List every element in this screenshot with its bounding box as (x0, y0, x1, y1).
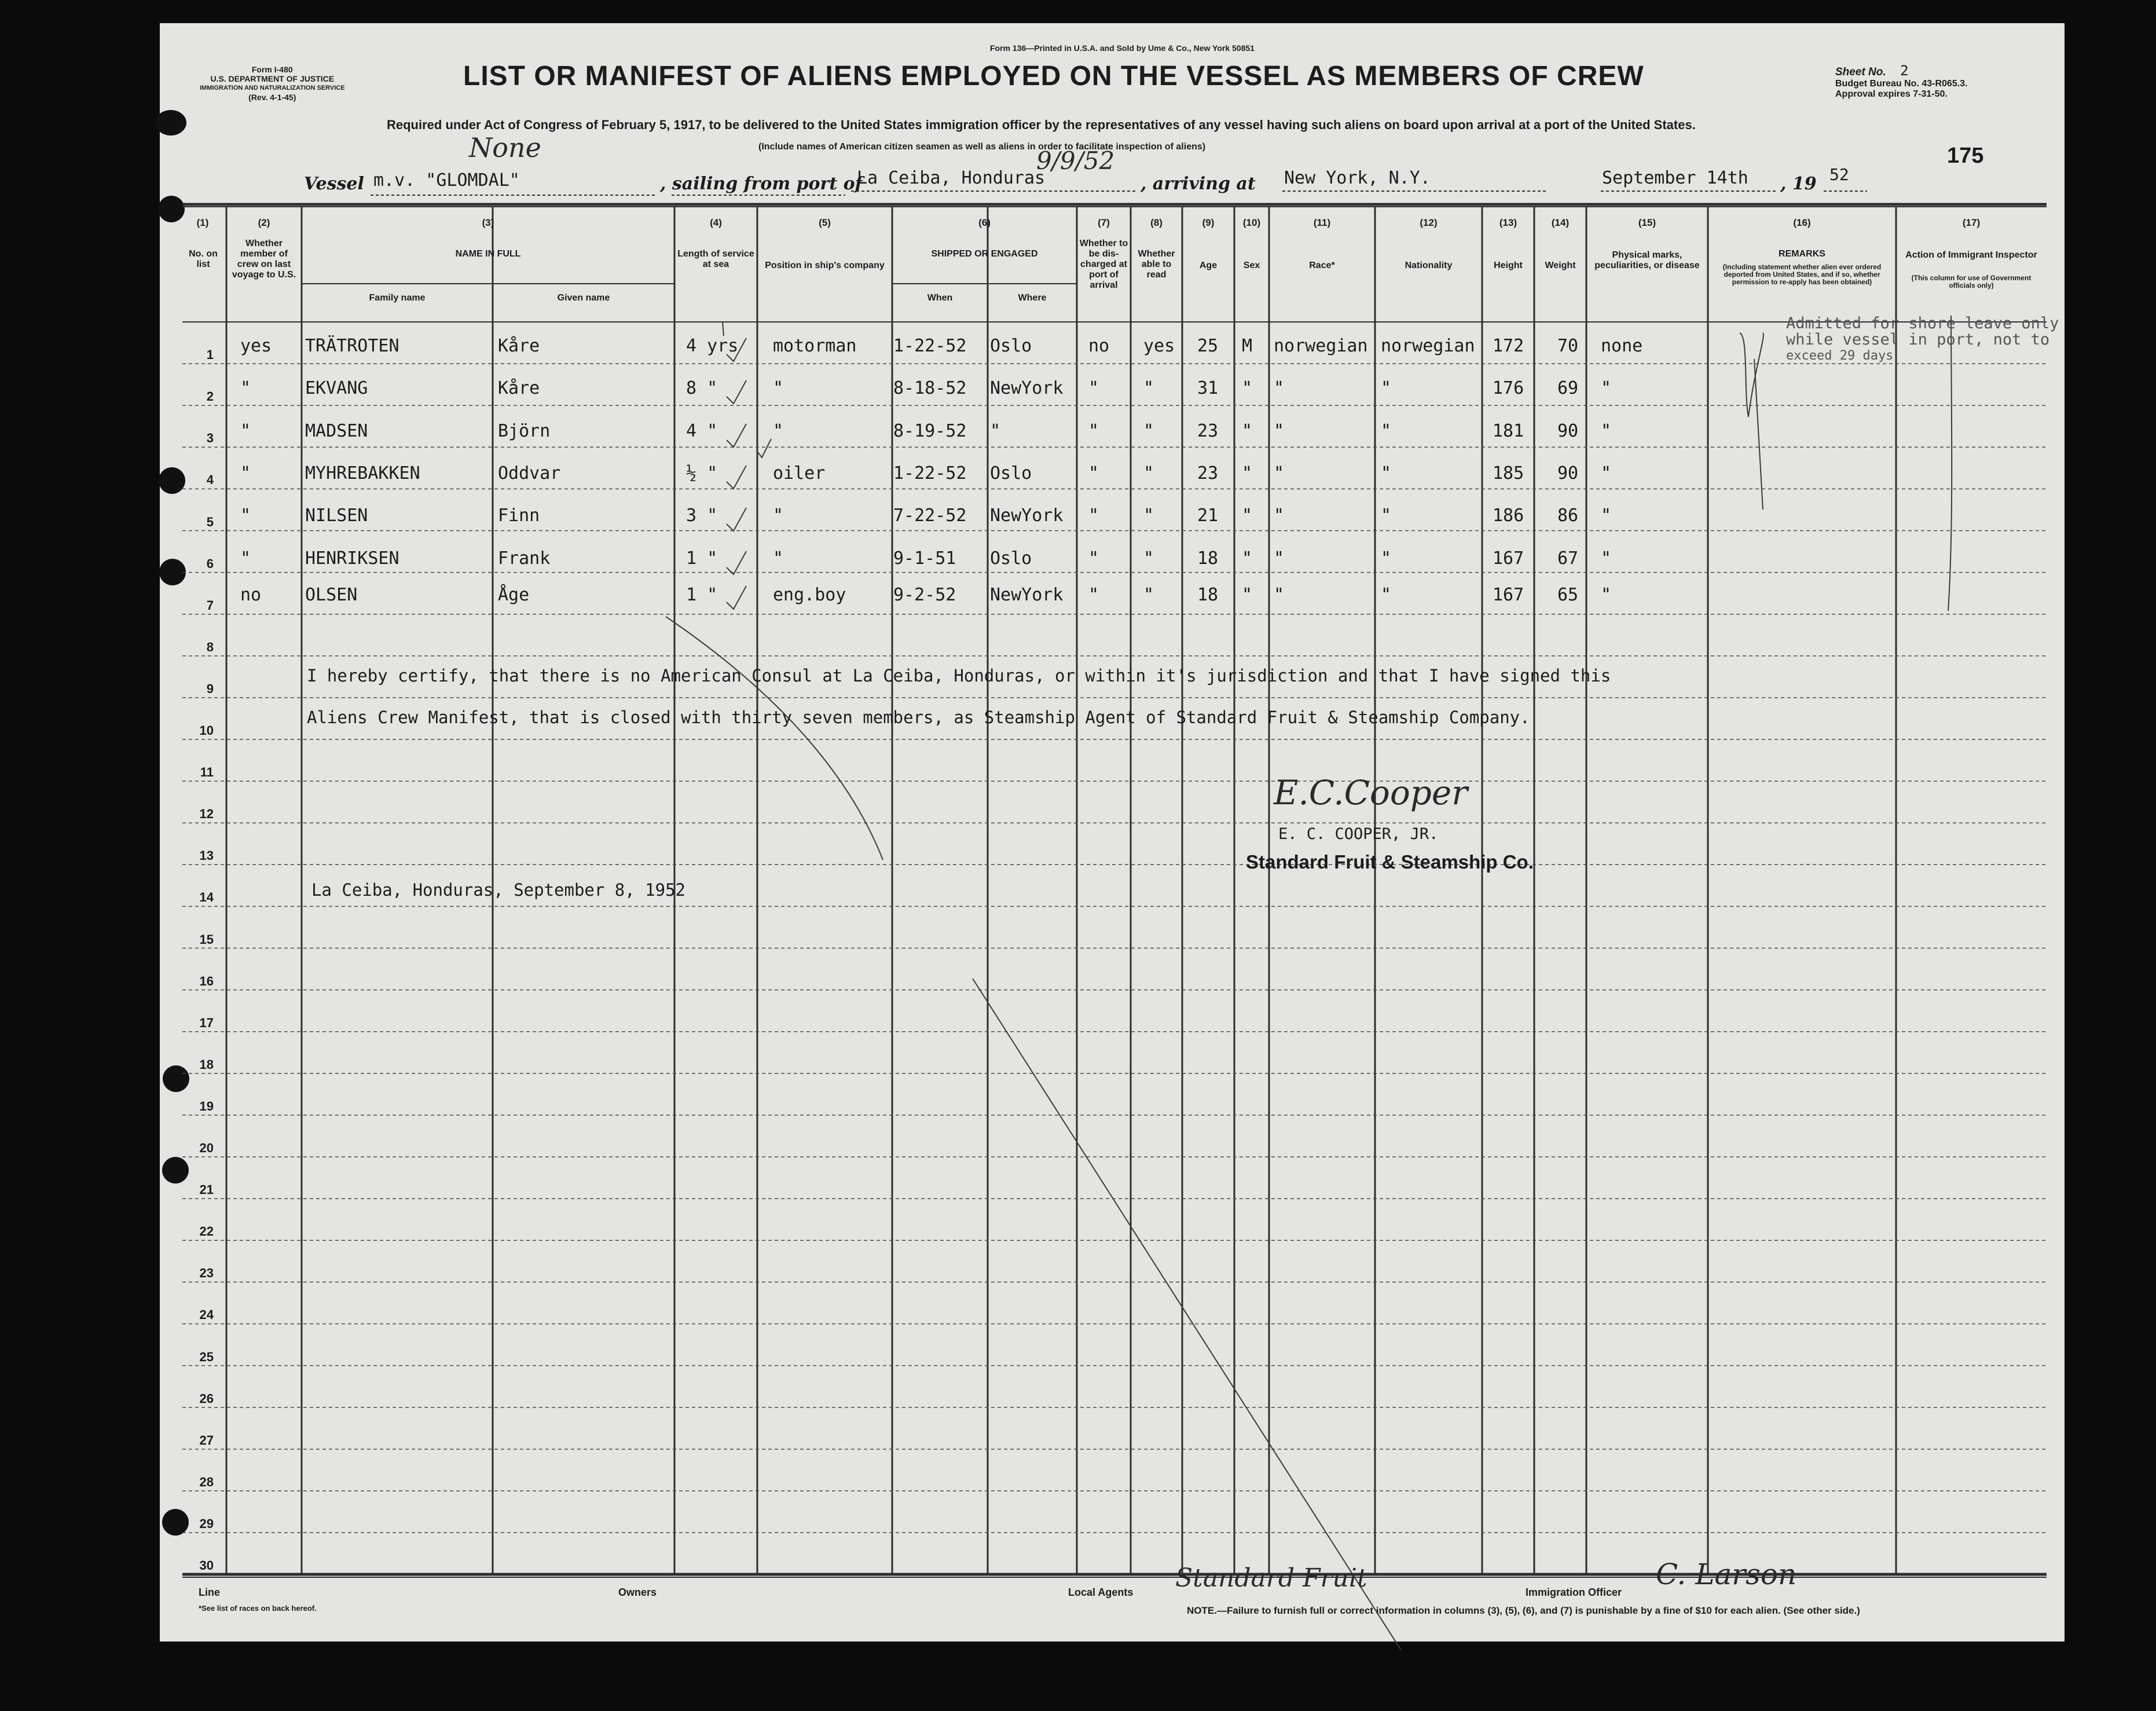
footer-officer-label: Immigration Officer (1526, 1587, 1622, 1598)
row-number: 17 (199, 1015, 214, 1030)
handwritten-date: 9/9/52 (1036, 146, 1115, 175)
cell-where-engaged: Oslo (990, 548, 1032, 569)
cell-given-name: Frank (498, 548, 551, 569)
cell-nationality: " (1381, 585, 1392, 605)
cell-sex: " (1242, 421, 1253, 441)
cell-family-name: MYHREBAKKEN (305, 463, 420, 483)
cell-height: 167 (1493, 585, 1524, 605)
cell-physical-marks: " (1601, 463, 1612, 483)
cell-discharge: " (1088, 505, 1099, 526)
cell-physical-marks: none (1601, 336, 1643, 356)
handwritten-none: None (469, 132, 541, 163)
cell-able-read: " (1143, 378, 1154, 398)
row-number: 6 (206, 556, 214, 571)
footer-line-label: Line (199, 1587, 221, 1598)
row-number: 8 (206, 639, 214, 654)
cell-position: " (773, 378, 784, 398)
header-race: Race* (1309, 261, 1335, 270)
cell-given-name: Kåre (498, 378, 540, 398)
cell-age: 18 (1197, 585, 1219, 605)
cell-length-service: ½ " (686, 463, 718, 483)
header-where: Where (1018, 293, 1047, 303)
vessel-name: m.v. "GLOMDAL" (373, 170, 520, 190)
header-physical-marks: Physical marks, peculiarities, or disease (1594, 250, 1700, 270)
cell-length-service: 8 " (686, 378, 718, 398)
cell-family-name: NILSEN (305, 505, 368, 526)
row-number: 27 (199, 1432, 214, 1448)
cell-nationality: " (1381, 505, 1392, 526)
cell-discharge: " (1088, 463, 1099, 483)
cell-length-service: 4 " (686, 421, 718, 441)
cell-given-name: Finn (498, 505, 540, 526)
cell-where-engaged: " (990, 421, 1001, 441)
col-num-11: (11) (1313, 217, 1331, 228)
col-num-10: (10) (1242, 217, 1261, 228)
cell-length-service: 1 " (686, 548, 718, 569)
cell-weight: 69 (1557, 378, 1579, 398)
col-num-7: (7) (1098, 217, 1110, 228)
stamp-line-3: exceed 29 days (1786, 349, 1894, 363)
cell-weight: 90 (1557, 463, 1579, 483)
department: U.S. DEPARTMENT OF JUSTICE (210, 74, 335, 83)
cell-race: " (1274, 548, 1285, 569)
cell-height: 185 (1493, 463, 1524, 483)
stamp-line-2: while vessel in port, not to (1786, 331, 2050, 349)
cell-position: " (773, 421, 784, 441)
revision: (Rev. 4-1-45) (248, 93, 296, 102)
row-number: 4 (206, 472, 214, 488)
col-num-9: (9) (1202, 217, 1215, 228)
cell-nationality: " (1381, 421, 1392, 441)
header-able-to-read: Whether able to read (1138, 249, 1175, 280)
row-number: 7 (206, 598, 214, 613)
row-number: 30 (199, 1558, 214, 1573)
col-num-16: (16) (1793, 217, 1811, 228)
cell-when-engaged: 9-2-52 (893, 585, 956, 605)
requirement-text: Required under Act of Congress of February 5, 1917, to be delivered to the United States immigration officer by the representatives of any vessel having such aliens on board upon arrival at a port of the United States. (387, 118, 1696, 132)
cell-height: 167 (1493, 548, 1524, 569)
cell-physical-marks: " (1601, 421, 1612, 441)
cell-sex: " (1242, 463, 1253, 483)
cell-family-name: MADSEN (305, 421, 368, 441)
cell-race: " (1274, 378, 1285, 398)
cell-age: 23 (1197, 421, 1219, 441)
row-number: 5 (206, 514, 214, 529)
cell-last-voyage: " (240, 378, 251, 398)
cell-last-voyage: yes (240, 336, 272, 356)
cell-age: 18 (1197, 548, 1219, 569)
cell-last-voyage: " (240, 548, 251, 569)
col-num-8: (8) (1150, 217, 1163, 228)
sheet-label: Sheet No. (1835, 66, 1886, 78)
cell-when-engaged: 7-22-52 (893, 505, 967, 526)
cell-when-engaged: 9-1-51 (893, 548, 956, 569)
cell-discharge: no (1088, 336, 1110, 356)
col-num-17: (17) (1962, 217, 1981, 228)
header-position: Position in ship's company (765, 261, 885, 270)
row-number: 12 (199, 807, 214, 822)
shore-leave-stamp (1786, 316, 2059, 364)
cell-family-name: TRÄTROTEN (305, 336, 399, 356)
cell-length-service: 4 yrs (686, 336, 739, 356)
port-from: La Ceiba, Honduras (857, 168, 1046, 188)
col-num-12: (12) (1420, 217, 1438, 228)
cell-able-read: " (1143, 505, 1154, 526)
cell-when-engaged: 8-19-52 (893, 421, 967, 441)
cell-discharge: " (1088, 378, 1099, 398)
header-remarks: REMARKS (1779, 249, 1825, 259)
printer-line: Form 136—Printed in U.S.A. and Sold by Ume & Co., New York 50851 (990, 43, 1255, 53)
vessel-label: Vessel (304, 174, 364, 194)
header-when: When (927, 293, 953, 303)
row-number: 19 (199, 1098, 214, 1113)
cell-last-voyage: " (240, 463, 251, 483)
col-num-15: (15) (1638, 217, 1656, 228)
col-num-1: (1) (196, 217, 209, 228)
header-discharge: Whether to be dis-charged at port of arrival (1079, 239, 1128, 290)
cell-physical-marks: " (1601, 505, 1612, 526)
cell-weight: 65 (1557, 585, 1579, 605)
cell-weight: 90 (1557, 421, 1579, 441)
sheet-number: 2 (1900, 63, 1909, 79)
budget-bureau: Budget Bureau No. 43-R065.3. (1835, 79, 1968, 89)
header-no-on-list: No. on list (189, 249, 218, 269)
cell-physical-marks: " (1601, 585, 1612, 605)
header-age: Age (1199, 261, 1218, 270)
cell-race: norwegian (1274, 336, 1368, 356)
row-number: 11 (200, 765, 214, 780)
row-number: 2 (206, 389, 214, 404)
cell-race: " (1274, 505, 1285, 526)
col-num-4: (4) (710, 217, 722, 228)
agent-company: Standard Fruit & Steamship Co. (1246, 851, 1534, 873)
row-number: 28 (199, 1474, 214, 1489)
cell-able-read: " (1143, 421, 1154, 441)
cell-when-engaged: 8-18-52 (893, 378, 967, 398)
cell-weight: 67 (1557, 548, 1579, 569)
col-num-13: (13) (1499, 217, 1517, 228)
include-note: (Include names of American citizen seamen as well as aliens in order to facilitate inspection of aliens) (758, 142, 1206, 152)
row-number: 13 (199, 848, 214, 863)
row-number: 14 (199, 890, 214, 905)
header-height: Height (1494, 261, 1523, 270)
header-nationality: Nationality (1405, 261, 1453, 270)
header-last-voyage: Whether member of crew on last voyage to U.S. (232, 239, 296, 280)
cell-able-read: " (1143, 548, 1154, 569)
cell-given-name: Åge (498, 585, 530, 605)
row-number: 24 (199, 1307, 214, 1322)
cell-position: eng.boy (773, 585, 846, 605)
cell-height: 176 (1493, 378, 1524, 398)
row-number: 29 (199, 1516, 214, 1531)
local-agents-signature: Standard Fruit (1175, 1563, 1367, 1593)
footer-agents-label: Local Agents (1068, 1587, 1134, 1598)
header-remarks-note: (Including statement whether alien ever ordered deported from United States, and if so, whether permission to re-apply has been obtained) (1722, 263, 1882, 286)
cell-weight: 70 (1557, 336, 1579, 356)
cell-discharge: " (1088, 585, 1099, 605)
row-number: 15 (199, 932, 214, 947)
cell-when-engaged: 1-22-52 (893, 463, 967, 483)
year: 52 (1829, 165, 1849, 184)
cell-able-read: yes (1143, 336, 1175, 356)
cell-race: " (1274, 421, 1285, 441)
cell-position: motorman (773, 336, 857, 356)
cell-given-name: Björn (498, 421, 551, 441)
row-number: 22 (199, 1224, 214, 1239)
header-shipped-engaged: SHIPPED OR ENGAGED (931, 249, 1038, 259)
header-weight: Weight (1545, 261, 1576, 270)
row-number: 21 (199, 1182, 214, 1197)
immigration-officer-signature: C. Larson (1656, 1558, 1797, 1591)
row-number: 18 (199, 1057, 214, 1072)
cell-where-engaged: NewYork (990, 505, 1064, 526)
cell-sex: " (1242, 378, 1253, 398)
col-num-6: (6) (978, 217, 991, 228)
cell-nationality: norwegian (1381, 336, 1475, 356)
row-number: 26 (199, 1391, 214, 1406)
cell-age: 31 (1197, 378, 1219, 398)
header-family-name: Family name (369, 293, 426, 303)
cell-nationality: " (1381, 378, 1392, 398)
year-prefix: , 19 (1780, 174, 1817, 194)
cell-physical-marks: " (1601, 378, 1612, 398)
cell-given-name: Kåre (498, 336, 540, 356)
cell-able-read: " (1143, 463, 1154, 483)
cell-when-engaged: 1-22-52 (893, 336, 967, 356)
arriving-label: , arriving at (1141, 174, 1256, 194)
races-note: *See list of races on back hereof. (199, 1604, 317, 1613)
cell-weight: 86 (1557, 505, 1579, 526)
cell-where-engaged: NewYork (990, 585, 1064, 605)
row-number: 1 (206, 347, 214, 362)
row-number: 23 (199, 1266, 214, 1281)
penalty-note: NOTE.—Failure to furnish full or correct information in columns (3), (5), (6), and (7) is punishable by a fine of $10 for each alien. (See other side.) (1187, 1605, 1860, 1616)
cell-position: oiler (773, 463, 826, 483)
cell-age: 23 (1197, 463, 1219, 483)
approval-expiry: Approval expires 7-31-50. (1835, 89, 1948, 99)
row-number: 10 (199, 723, 214, 738)
header-inspector-action: Action of Immigrant Inspector (1905, 250, 2037, 260)
cell-sex: M (1242, 336, 1253, 356)
col-num-3: (3) (482, 217, 494, 228)
cell-nationality: " (1381, 463, 1392, 483)
form-number: Form I-480 (251, 65, 293, 74)
cell-where-engaged: Oslo (990, 463, 1032, 483)
cell-position: " (773, 505, 784, 526)
header-name-in-full: NAME IN FULL (455, 249, 521, 259)
row-number: 16 (199, 973, 214, 988)
cell-height: 172 (1493, 336, 1524, 356)
row-number: 20 (199, 1141, 214, 1155)
cell-where-engaged: NewYork (990, 378, 1064, 398)
row-number: 9 (206, 681, 214, 696)
header-inspector-note: (This column for use of Government officials only) (1911, 274, 2032, 290)
cell-length-service: 3 " (686, 505, 718, 526)
cell-physical-marks: " (1601, 548, 1612, 569)
header-sex: Sex (1243, 261, 1260, 270)
cell-last-voyage: no (240, 585, 262, 605)
cell-sex: " (1242, 548, 1253, 569)
header-length-service: Length of service at sea (677, 249, 754, 269)
footer-owners-label: Owners (618, 1587, 657, 1598)
cell-family-name: HENRIKSEN (305, 548, 399, 569)
col-num-2: (2) (258, 217, 270, 228)
cell-age: 21 (1197, 505, 1219, 526)
cell-family-name: OLSEN (305, 585, 358, 605)
service-name: IMMIGRATION AND NATURALIZATION SERVICE (200, 85, 345, 91)
col-num-5: (5) (819, 217, 831, 228)
page-number: 175 (1947, 144, 1984, 168)
cell-race: " (1274, 585, 1285, 605)
certification-line-1: I hereby certify, that there is no American Consul at La Ceiba, Honduras, or within it's jurisdiction and that I have signed this (307, 666, 1611, 686)
certification-line-2: Aliens Crew Manifest, that is closed with thirty seven members, as Steamship Agent of Standard Fruit & Steamship Company. (307, 708, 1530, 727)
col-num-14: (14) (1551, 217, 1570, 228)
cell-position: " (773, 548, 784, 569)
cell-given-name: Oddvar (498, 463, 561, 483)
cell-height: 181 (1493, 421, 1524, 441)
header-given-name: Given name (557, 293, 610, 303)
arrival-date: September 14th (1602, 168, 1748, 188)
cell-nationality: " (1381, 548, 1392, 569)
cell-last-voyage: " (240, 505, 251, 526)
port-to: New York, N.Y. (1284, 168, 1431, 188)
cell-last-voyage: " (240, 421, 251, 441)
cell-sex: " (1242, 585, 1253, 605)
cell-discharge: " (1088, 548, 1099, 569)
row-number: 25 (199, 1349, 214, 1364)
stamp-line-1: Admitted for shore leave only (1786, 314, 2059, 332)
cell-length-service: 1 " (686, 585, 718, 605)
row-number: 3 (206, 431, 214, 446)
cell-where-engaged: Oslo (990, 336, 1032, 356)
agent-signature: E.C.Cooper (1274, 773, 1468, 812)
cell-race: " (1274, 463, 1285, 483)
cell-age: 25 (1197, 336, 1219, 356)
cell-able-read: " (1143, 585, 1154, 605)
cell-height: 186 (1493, 505, 1524, 526)
sailing-label: , sailing from port of (660, 174, 863, 194)
cell-sex: " (1242, 505, 1253, 526)
document-title: LIST OR MANIFEST OF ALIENS EMPLOYED ON THE VESSEL AS MEMBERS OF CREW (463, 61, 1644, 91)
place-and-date: La Ceiba, Honduras, September 8, 1952 (311, 880, 686, 900)
agent-name: E. C. COOPER, JR. (1278, 825, 1439, 843)
cell-family-name: EKVANG (305, 378, 368, 398)
cell-discharge: " (1088, 421, 1099, 441)
